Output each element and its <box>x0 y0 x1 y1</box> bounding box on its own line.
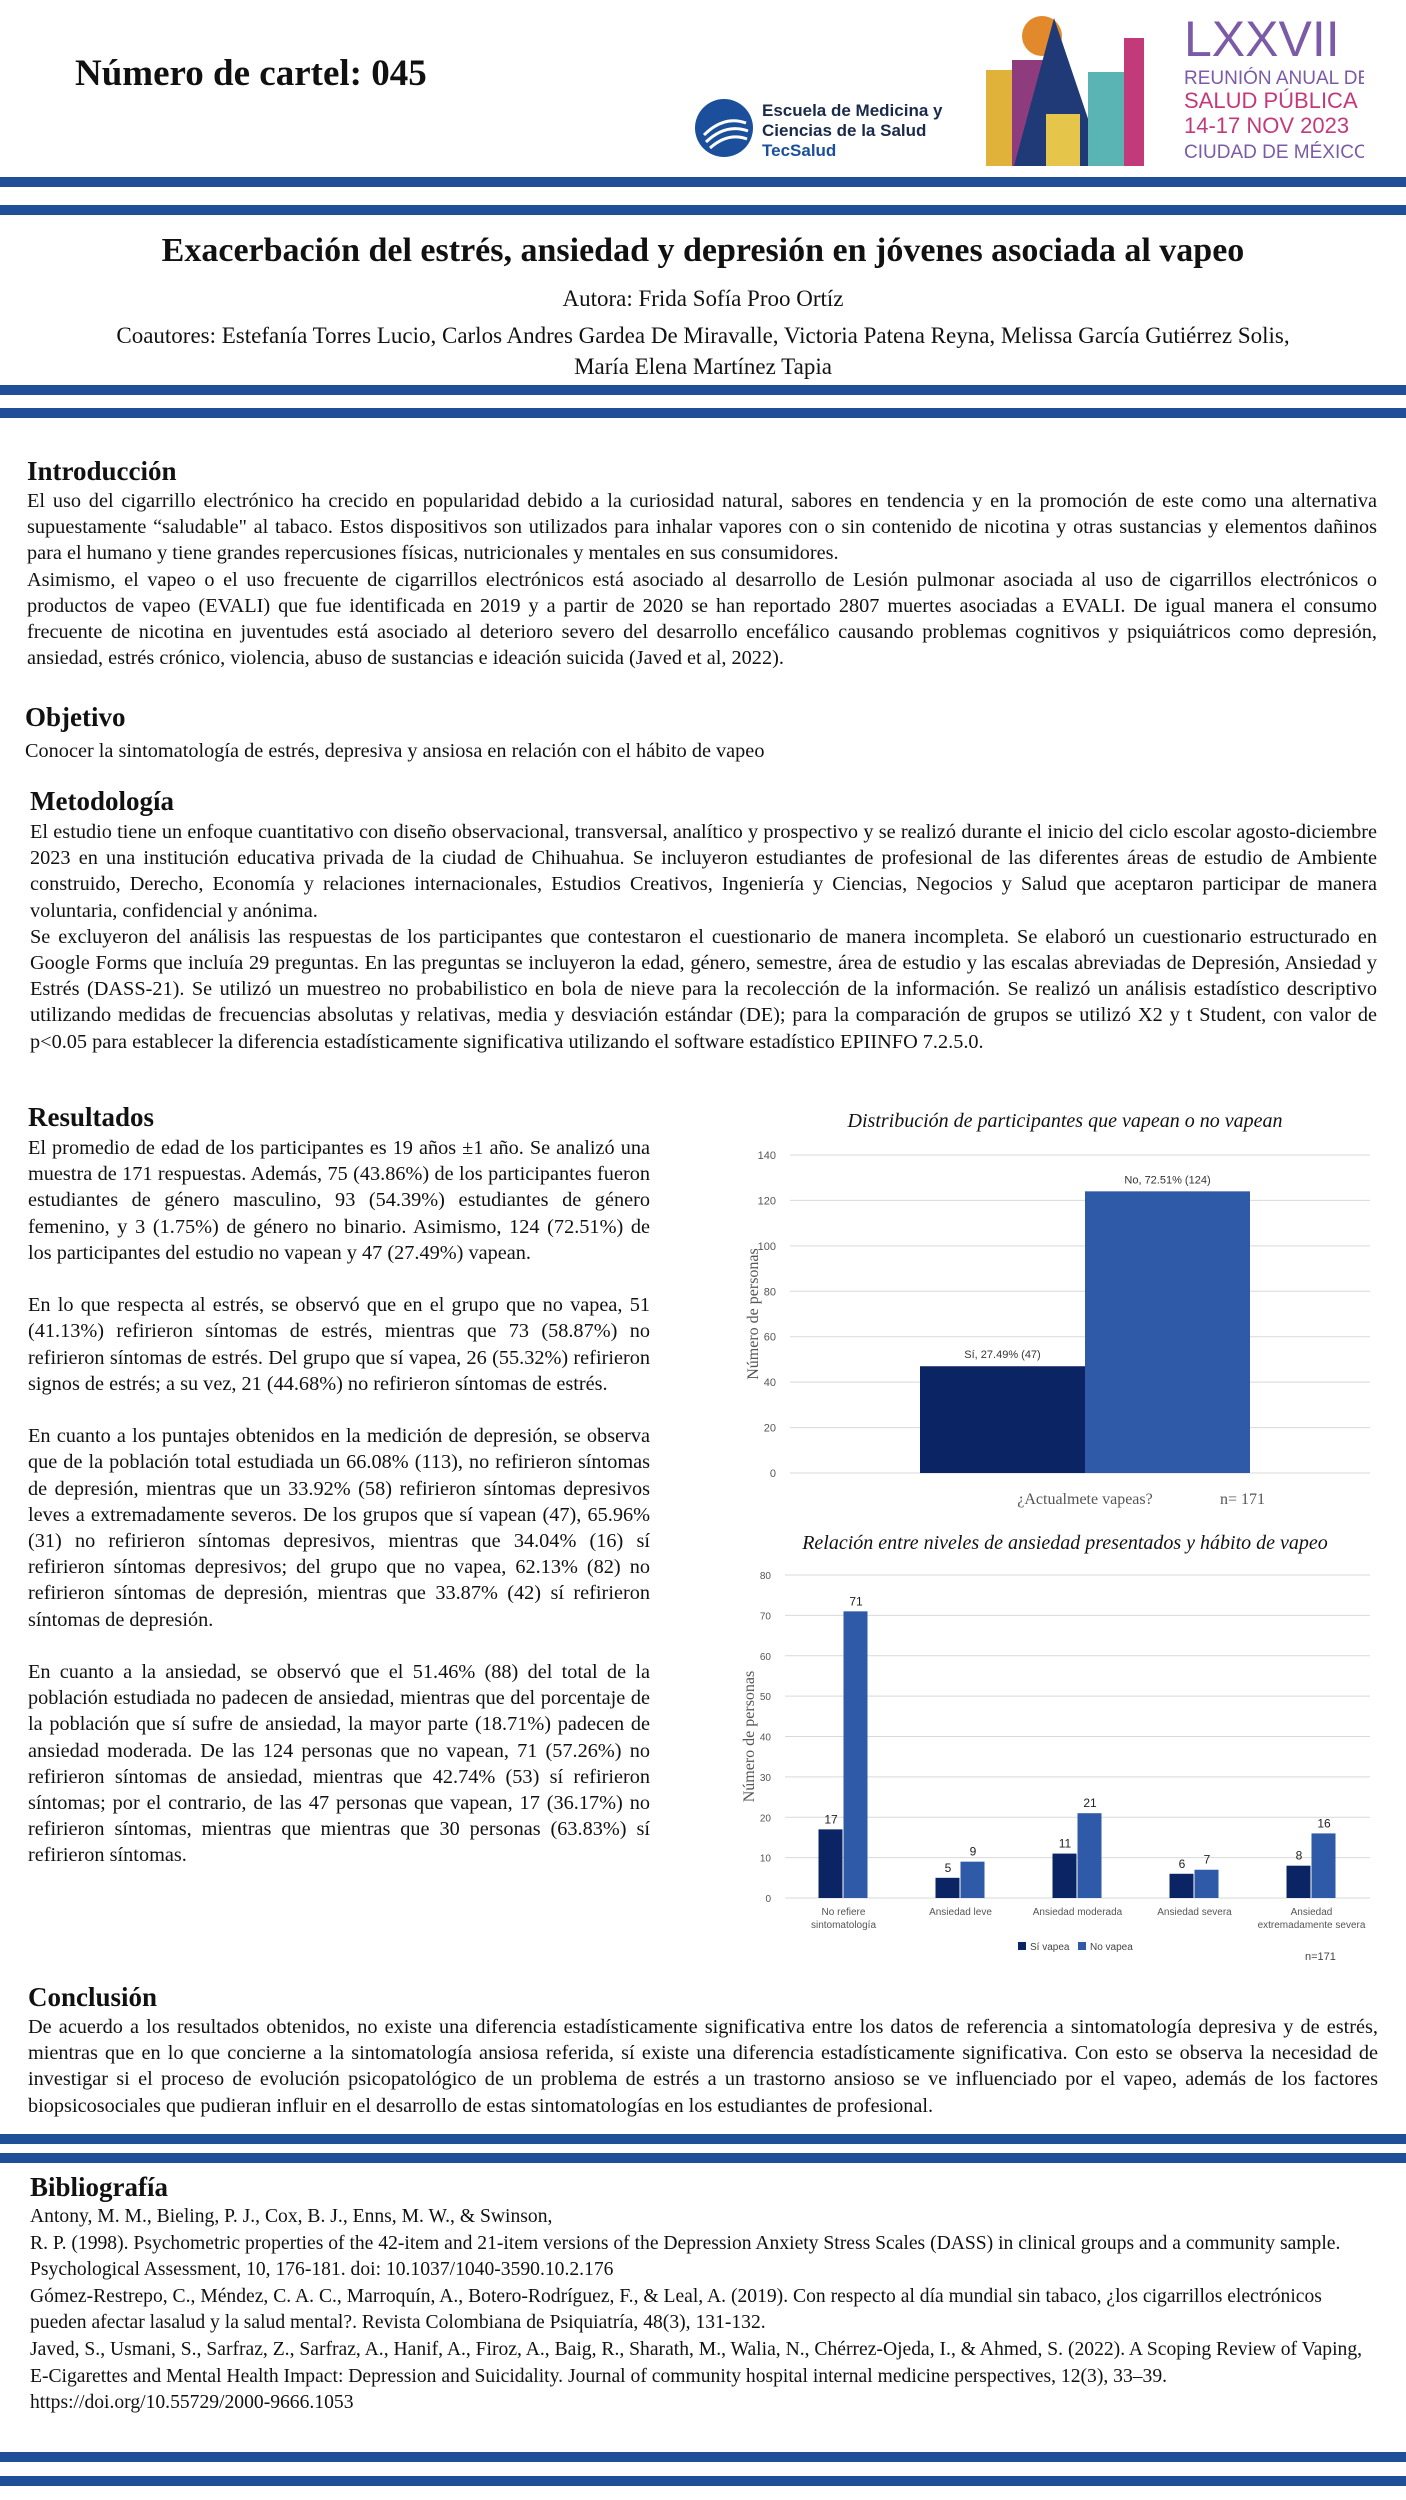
sample-size-note: n=171 <box>1305 1951 1336 1963</box>
data-label: 21 <box>1083 1796 1097 1811</box>
bar-sí <box>920 1366 1085 1473</box>
conference-logo <box>984 8 1364 173</box>
header-stripe <box>0 177 1406 187</box>
title-stripe <box>0 385 1406 395</box>
y-tick-label: 60 <box>759 1651 771 1663</box>
conclusion-stripe <box>0 2134 1406 2144</box>
data-label: Sí, 27.49% (47) <box>964 1349 1041 1362</box>
conference-line-2: SALUD PÚBLICA <box>1184 88 1358 113</box>
bar-si-vapea <box>1287 1866 1311 1898</box>
data-label: No, 72.51% (124) <box>1124 1174 1211 1187</box>
results-paragraph: En lo que respecta al estrés, se observó que en el grupo que no vapea, 51 (41.13%) refirieron síntomas de estrés, mientras que 73 (58.87%) no refirieron síntomas de estrés. Del grupo que sí vapea, 26 (55.32%) refirieron signos de estrés; a su vez, 21 (44.68%) no refirieron síntomas de estrés. <box>28 1294 650 1395</box>
school-logo-line-2: Ciencias de la Salud <box>762 121 927 140</box>
methods-paragraph: El estudio tiene un enfoque cuantitativo con diseño observacional, transversal, analítico y prospectivo y se realizó durante el inicio del ciclo escolar agosto-diciembre 2023 en una institución educativa privada de la ciudad de Chihuahua. Se incluyeron estudiantes de profesional de las diferentes áreas de estudio de Ambiente construido, Derecho, Economía y relaciones internacionales, Estudios Creativos, Ingeniería y Ciencias, Negocios y Salud que aceptaron participar de manera voluntaria, confidencial y anónima. <box>30 821 1377 922</box>
objective-text: Conocer la sintomatología de estrés, depresiva y ansiosa en relación con el hábito de vapeo <box>25 740 765 762</box>
y-tick-label: 140 <box>757 1150 776 1162</box>
x-category-label: extremadamente severa <box>1257 1920 1366 1931</box>
bar-si-vapea <box>1170 1874 1194 1898</box>
intro-paragraph: Asimismo, el vapeo o el uso frecuente de cigarrillos electrónicos está asociado al desarrollo de Lesión pulmonar asociada al uso de cigarrillos electrónicos o productos de vapeo (EVALI) que fue identificada en 2019 y a partir de 2020 se han reportado 2807 muertes asociadas a EVALI. De igual manera el consumo frecuente de nicotina en juventudes está asociado al deterioro severo del desarrollo encefálico causando problemas cognitivos y psiquiátricos como depresión, ansiedad, estrés crónico, violencia, abuso de sustancias e ideación suicida (Javed et al, 2022). <box>27 568 1377 670</box>
x-category-label: sintomatología <box>810 1920 877 1931</box>
anxiety-bar-chart <box>730 1560 1390 1970</box>
data-label: 16 <box>1317 1816 1331 1831</box>
bar-si-vapea <box>936 1878 960 1898</box>
x-category-label: No refiere <box>821 1907 866 1918</box>
conference-line-3: 14-17 NOV 2023 <box>1184 113 1350 138</box>
bar-no-vapea <box>1195 1870 1219 1898</box>
footer-stripe <box>0 2476 1406 2486</box>
results-heading: Resultados <box>28 1102 155 1132</box>
legend-swatch <box>1078 1942 1086 1950</box>
y-tick-label: 60 <box>763 1331 776 1344</box>
y-tick-label: 120 <box>757 1195 776 1208</box>
y-tick-label: 70 <box>759 1611 771 1623</box>
results-text <box>28 1135 650 1869</box>
methods-text <box>30 819 1377 1055</box>
data-label: 7 <box>1203 1852 1211 1867</box>
chart1-title: Distribución de participantes que vapean o no vapean <box>847 1110 1283 1132</box>
y-tick-label: 80 <box>759 1571 771 1582</box>
y-tick-label: 30 <box>759 1772 771 1784</box>
legend-label: Sí vapea <box>1030 1942 1070 1953</box>
conference-logo-graphic <box>984 8 1364 168</box>
header-stripe <box>0 205 1406 215</box>
legend-swatch <box>1018 1942 1026 1950</box>
sample-size-note: n= 171 <box>1220 1491 1266 1508</box>
bibliography-entry: Antony, M. M., Bieling, P. J., Cox, B. J., Enns, M. W., & Swinson, <box>30 2206 553 2227</box>
bar-no-vapea <box>844 1611 868 1898</box>
y-tick-label: 20 <box>763 1422 776 1435</box>
author-line: Autora: Frida Sofía Proo Ortíz <box>562 286 844 311</box>
conference-line-4: CIUDAD DE MÉXICO <box>1184 142 1364 163</box>
results-paragraph: El promedio de edad de los participantes es 19 años ±1 año. Se analizó una muestra de 171 respuestas. Además, 75 (43.86%) de los participantes fueron estudiantes de género masculino, 93 (54.39%) estudiantes de género femenino, y 3 (1.75%) de género no binario. Asimismo, 124 (72.51%) de los participantes del estudio no vapean y 47 (27.49%) vapean. <box>28 1137 650 1264</box>
coauthors-line: Coautores: Estefanía Torres Lucio, Carlos Andres Gardea De Miravalle, Victoria Patena Reyna, Melissa García Gutiérrez Solis, María Elena Martínez Tapia <box>116 323 1290 379</box>
y-tick-label: 40 <box>763 1377 776 1390</box>
bar-si-vapea <box>1053 1854 1077 1898</box>
data-label: 5 <box>944 1860 952 1875</box>
results-paragraph: En cuanto a la ansiedad, se observó que el 51.46% (88) del total de la población estudiada no padecen de ansiedad, mientras que del porcentaje de la población que sí sufre de ansiedad, la mayor parte (18.71%) padecen de ansiedad moderada. De las 124 personas que no vapean, 71 (57.26%) no refirieron síntomas de ansiedad, mientras que 42.74% (53) sí refirieron síntomas; por el contrario, de las 47 personas que vapean, 17 (36.17%) no refirieron síntomas, mientras que mientras que 30 personas (63.83%) sí refirieron síntomas. <box>28 1661 650 1867</box>
intro-heading: Introducción <box>27 456 177 486</box>
y-axis-label: Número de personas <box>741 1670 758 1803</box>
data-label: 6 <box>1178 1856 1186 1871</box>
poster-title: Exacerbación del estrés, ansiedad y depresión en jóvenes asociada al vapeo <box>161 232 1245 269</box>
objective-heading: Objetivo <box>25 702 126 732</box>
chart2-title: Relación entre niveles de ansiedad presentados y hábito de vapeo <box>802 1532 1328 1554</box>
bar-no-vapea <box>1312 1833 1336 1898</box>
y-tick-label: 0 <box>765 1894 771 1905</box>
conclusion-text: De acuerdo a los resultados obtenidos, no existe una diferencia estadísticamente significativa entre los datos de referencia a sintomatología depresiva y de estrés, mientras que en lo que concierne a la sintomatología ansiosa referida, sí existe una diferencia estadísticamente significativa. Con esto se observa la necesidad de investigar si el proceso de evolución psicopatológico de un problema de estrés a un trastorno ansioso se ve influenciado por el vapeo, además de los factores biopsicosociales que pudieran influir en el desarrollo de estas sintomatologías en los estudiantes de profesional. <box>28 2016 1378 2117</box>
bar-si-vapea <box>819 1829 843 1898</box>
school-logo-line-1: Escuela de Medicina y <box>762 101 943 120</box>
conclusion-stripe <box>0 2153 1406 2163</box>
x-category-label: Ansiedad moderada <box>1032 1907 1123 1918</box>
data-label: 9 <box>969 1844 977 1859</box>
y-tick-label: 100 <box>757 1240 776 1253</box>
bar-no-vapea <box>1078 1813 1102 1898</box>
conference-roman-numeral: LXXVII <box>1184 11 1340 67</box>
data-label: 17 <box>824 1812 838 1827</box>
x-category-label: Ansiedad leve <box>929 1907 992 1918</box>
y-tick-label: 10 <box>759 1853 771 1865</box>
school-logo <box>694 95 964 170</box>
bibliography-list <box>30 2204 1370 2417</box>
y-tick-label: 50 <box>759 1692 771 1704</box>
bibliography-heading: Bibliografía <box>30 2172 169 2202</box>
data-label: 71 <box>849 1594 863 1609</box>
results-paragraph: En cuanto a los puntajes obtenidos en la medición de depresión, se observa que de la población total estudiada un 66.08% (113), no refirieron síntomas de depresión, mientras que un 33.92% (58) refirieron síntomas depresivos leves a extremadamente severos. De los grupos que sí vapean (47), 65.96% (31) no refirieron síntomas depresivos, mientras que 34.04% (16) sí refirieron síntomas depresivos; del grupo que no vapea, 62.13% (82) no refirieron síntomas de depresión, mientras que 33.87% (42) sí refirieron síntomas de depresión. <box>28 1425 650 1631</box>
intro-text <box>27 488 1377 671</box>
data-label: 8 <box>1295 1848 1303 1863</box>
y-tick-label: 80 <box>763 1286 776 1299</box>
participants-bar-chart <box>730 1140 1390 1520</box>
bar-no <box>1085 1191 1250 1473</box>
bibliography-entry: Gómez-Restrepo, C., Méndez, C. A. C., Marroquín, A., Botero-Rodríguez, F., & Leal, A. (2019). Con respecto al día mundial sin tabaco, ¿los cigarrillos electrónicos pueden afectar lasalud y la salud mental?. Revista Colombiana de Psiquiatría, 48(3), 131-132. <box>30 2285 1322 2334</box>
legend-label: No vapea <box>1090 1942 1133 1953</box>
x-axis-label: ¿Actualmete vapeas? <box>1017 1491 1153 1508</box>
methods-heading: Metodología <box>30 786 174 816</box>
x-category-label: Ansiedad <box>1290 1907 1333 1918</box>
conclusion-heading: Conclusión <box>28 1982 158 2012</box>
intro-paragraph: El uso del cigarrillo electrónico ha crecido en popularidad debido a la curiosidad natural, sabores en tendencia y en la promoción de este como una alternativa supuestamente “saludable" al tabaco. Estos dispositivos son utilizados para inhalar vapores con o sin contenido de nicotina y otras sustancias y elementos dañinos para el humano y tiene grandes repercusiones físicas, nutricionales y mentales en sus consumidores. <box>27 490 1377 565</box>
y-axis-label: Número de personas <box>745 1248 762 1380</box>
x-category-label: Ansiedad severa <box>1157 1907 1232 1918</box>
bibliography-entry: Javed, S., Usmani, S., Sarfraz, Z., Sarfraz, A., Hanif, A., Firoz, A., Baig, R., Sharath, M., Walia, N., Chérrez-Ojeda, I., & Ahmed, S. (2022). A Scoping Review of Vaping, E-Cigarettes and Mental Health Impact: Depression and Suicidality. Journal of community hospital internal medicine perspectives, 12(3), 33–39. https://doi.org/10.55729/2000-9666.1053 <box>30 2338 1363 2414</box>
footer-stripe <box>0 2452 1406 2462</box>
poster-number: Número de cartel: 045 <box>75 53 427 94</box>
y-tick-label: 40 <box>759 1732 771 1744</box>
school-logo-line-3: TecSalud <box>762 141 837 160</box>
methods-paragraph: Se excluyeron del análisis las respuestas de los participantes que contestaron el cuestionario de manera incompleta. Se elaboró un cuestionario estructurado en Google Forms que incluía 29 preguntas. En las preguntas se incluyeron la edad, género, semestre, área de estudio y las escalas abreviadas de Depresión, Ansiedad y Estrés (DASS-21). Se utilizó un muestreo no probabilistico en bola de nieve para la recolección de la información. Se realizó un análisis estadístico descriptivo utilizando medidas de frecuencias absolutas y relativas, media y desviación estándar (DE); para la comparación de grupos se utilizó X2 y t Student, con valor de p<0.05 para establecer la diferencia estadísticamente significativa utilizando el software estadístico EPIINFO 7.2.5.0. <box>30 925 1377 1053</box>
y-tick-label: 0 <box>769 1468 776 1480</box>
bar-no-vapea <box>961 1862 985 1898</box>
data-label: 11 <box>1058 1836 1072 1851</box>
bibliography-entry: R. P. (1998). Psychometric properties of the 42-item and 21-item versions of the Depression Anxiety Stress Scales (DASS) in clinical groups and a community sample. Psychological Assessment, 10, 176-181. doi: 10.1037/1040-3590.10.2.176 <box>30 2232 1341 2281</box>
title-stripe <box>0 408 1406 418</box>
y-tick-label: 20 <box>759 1813 771 1825</box>
conference-line-1: REUNIÓN ANUAL DE <box>1184 68 1364 89</box>
school-logo-mark <box>694 95 964 165</box>
